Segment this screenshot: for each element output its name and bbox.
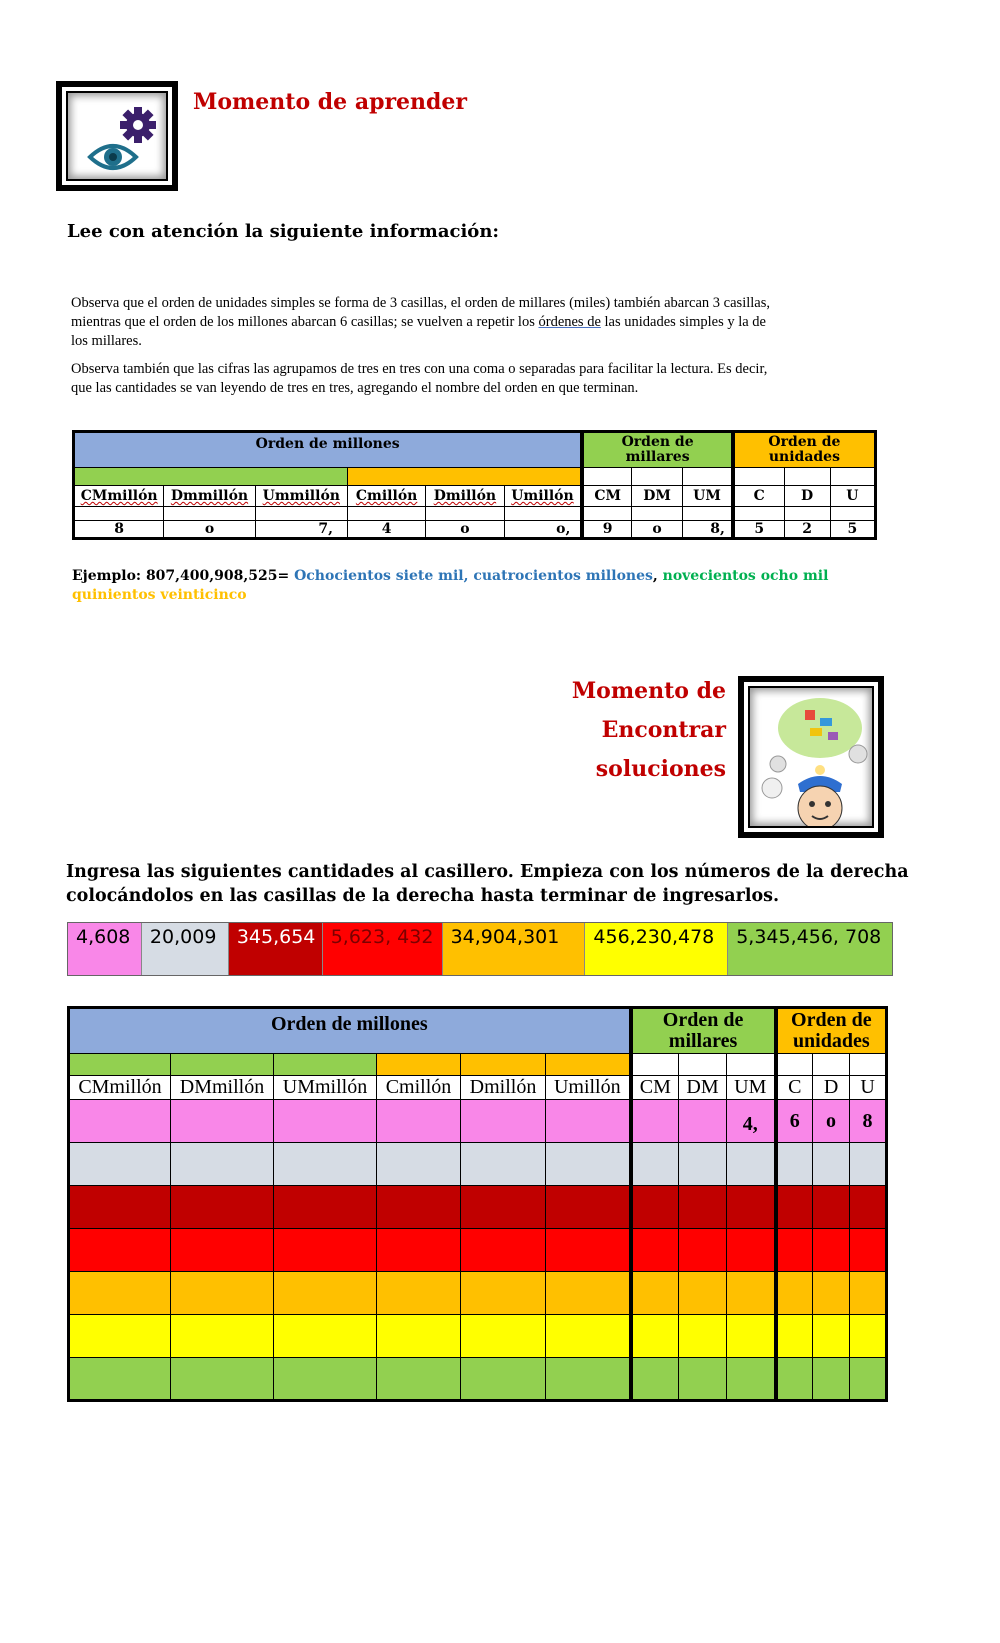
learn-icon-frame bbox=[56, 81, 178, 191]
quantity-cell: 5,345,456, 708 bbox=[728, 923, 892, 975]
answer-row-darkred[interactable] bbox=[69, 1186, 887, 1229]
header-millones: Orden de millones bbox=[74, 432, 583, 468]
instruction-text: Ingresa las siguientes cantidades al casillero. Empieza con los números de la derecha colocándolos en las casillas de la derecha hasta terminar de ingresarlos. bbox=[66, 862, 909, 906]
eye-gear-icon bbox=[68, 93, 168, 181]
example-text: Ejemplo: 807,400,908,525= Ochocientos siete mil, cuatrocientos millones, novecientos ocho mil quinientos veinticinco bbox=[72, 568, 829, 603]
quantity-cell: 456,230,478 bbox=[585, 923, 728, 975]
quantity-cell: 4,608 bbox=[68, 923, 142, 975]
solutions-icon-frame bbox=[738, 676, 884, 838]
group-bar-orange bbox=[347, 468, 582, 486]
quantity-cell: 345,654 bbox=[229, 923, 323, 975]
info-paragraph-1: Observa que el orden de unidades simples se forma de 3 casillas, el orden de millares (miles) también abarcan 3 casillas, mientras que el orden de los millones abarcan 6 casillas; se vuelven a repetir los órdenes de las unidades simples y la de los millares. bbox=[71, 295, 770, 349]
section2-title: Momento de Encontrar soluciones bbox=[571, 678, 726, 782]
answer-place-value-table bbox=[67, 1006, 888, 1402]
quantity-cell: 5,623, 432 bbox=[323, 923, 443, 975]
answer-row-gray[interactable] bbox=[69, 1143, 887, 1186]
example-column-labels: CMmillón Dmmillón Ummillón Cmillón Dmillón Umillón CM DM UM C D U bbox=[74, 486, 876, 507]
group-bar-green bbox=[74, 468, 348, 486]
thinking-kid-icon bbox=[750, 688, 874, 828]
header-unidades: Orden de unidades bbox=[733, 432, 876, 468]
answer-row-orange[interactable] bbox=[69, 1272, 887, 1315]
section1-subtitle: Lee con atención la siguiente información: bbox=[67, 221, 500, 242]
quantity-cell: 34,904,301 bbox=[443, 923, 586, 975]
answer-row-pink: 4, 6 o 8 bbox=[69, 1100, 887, 1143]
section1-title: Momento de aprender bbox=[193, 89, 468, 115]
answer-header-unidades: Orden de unidades bbox=[776, 1008, 887, 1054]
quantities-row bbox=[67, 922, 893, 976]
quantity-cell: 20,009 bbox=[142, 923, 229, 975]
header-millares: Orden de millares bbox=[582, 432, 733, 468]
example-digit-row: 8 o 7, 4 o o, 9 o 8, 5 2 5 bbox=[74, 521, 876, 539]
answer-header-millones: Orden de millones bbox=[69, 1008, 631, 1054]
answer-header-millares: Orden de millares bbox=[631, 1008, 776, 1054]
answer-row-green[interactable] bbox=[69, 1358, 887, 1401]
answer-row-yellow[interactable] bbox=[69, 1315, 887, 1358]
answer-column-labels: CMmillón DMmillón UMmillón Cmillón Dmillón Umillón CM DM UM C D U bbox=[69, 1076, 887, 1100]
example-place-value-table bbox=[72, 430, 877, 540]
info-paragraph-2: Observa también que las cifras las agrupamos de tres en tres con una coma o separadas para facilitar la lectura. Es decir, que las cantidades se van leyendo de tres en tres, agregando el nombre del orden en que terminan. bbox=[71, 361, 768, 396]
answer-row-red[interactable] bbox=[69, 1229, 887, 1272]
